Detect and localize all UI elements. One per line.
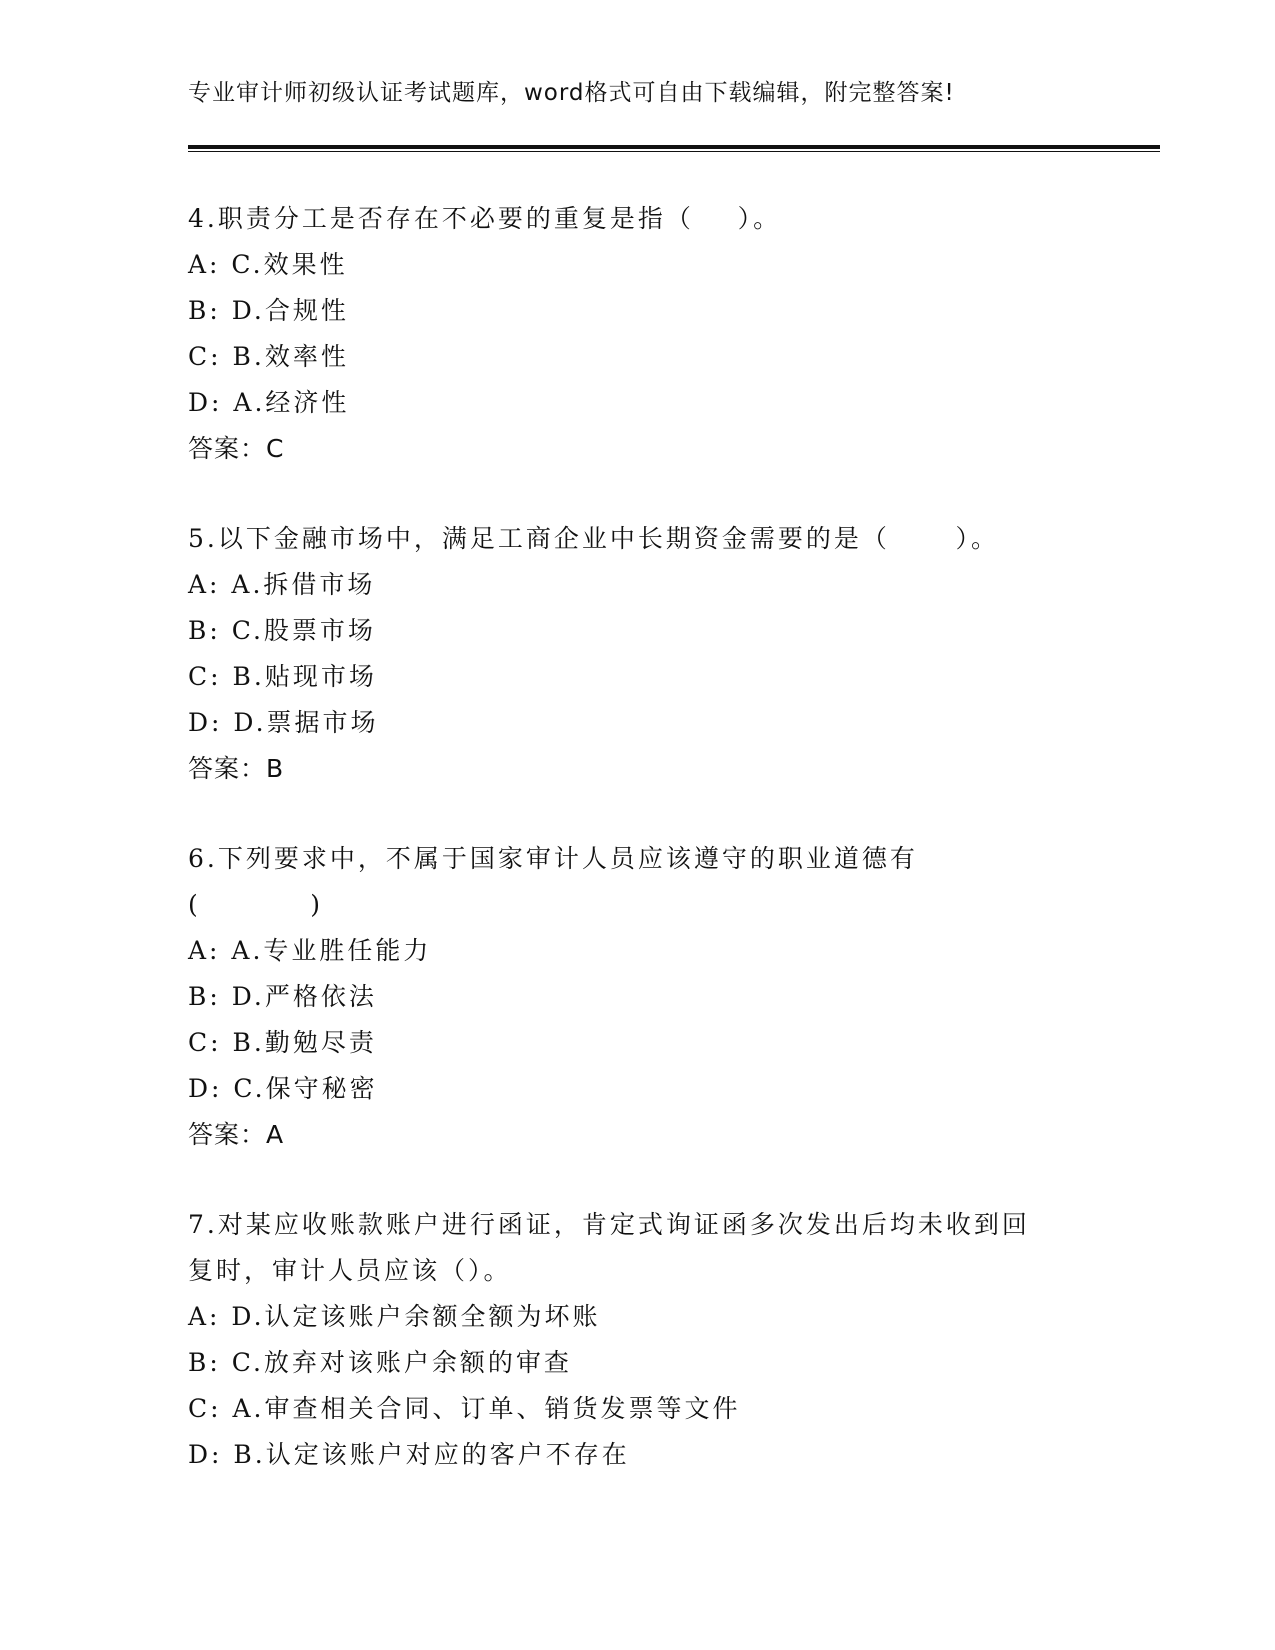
option-d: D: C.保守秘密 xyxy=(188,1074,378,1103)
option-c: C: B.勤勉尽责 xyxy=(188,1028,377,1057)
option-c: C: B.效率性 xyxy=(188,342,349,371)
option-b: B: C.股票市场 xyxy=(188,616,376,645)
question-7 xyxy=(188,1202,1088,1478)
question-stem: 4.职责分工是否存在不必要的重复是指（ ）。 xyxy=(188,204,782,233)
question-stem: 5.以下金融市场中，满足工商企业中长期资金需要的是（ ）。 xyxy=(188,524,1000,553)
option-b: B: D.严格依法 xyxy=(188,982,377,1011)
header-divider xyxy=(188,145,1160,149)
answer-line: 答案：A xyxy=(188,1120,285,1149)
option-a: A: A.专业胜任能力 xyxy=(188,936,432,965)
question-6 xyxy=(188,836,1088,1158)
question-4 xyxy=(188,196,1088,472)
option-a: A: C.效果性 xyxy=(188,250,348,279)
question-stem-continued: 复时，审计人员应该（）。 xyxy=(188,1256,512,1285)
header-title: 专业审计师初级认证考试题库，word格式可自由下载编辑，附完整答案! xyxy=(188,80,955,106)
question-stem-continued: ( ) xyxy=(188,890,323,919)
option-c: C: A.审查相关合同、订单、销货发票等文件 xyxy=(188,1394,741,1423)
question-stem: 6.下列要求中，不属于国家审计人员应该遵守的职业道德有 xyxy=(188,844,918,873)
option-d: D: B.认定该账户对应的客户不存在 xyxy=(188,1440,630,1469)
answer-line: 答案：C xyxy=(188,434,285,463)
question-stem: 7.对某应收账款账户进行函证，肯定式询证函多次发出后均未收到回 xyxy=(188,1210,1030,1239)
option-a: A: A.拆借市场 xyxy=(188,570,376,599)
option-a: A: D.认定该账户余额全额为坏账 xyxy=(188,1302,601,1331)
question-5 xyxy=(188,516,1088,792)
option-b: B: D.合规性 xyxy=(188,296,349,325)
option-d: D: D.票据市场 xyxy=(188,708,379,737)
header-divider-thin xyxy=(188,151,1160,152)
option-b: B: C.放弃对该账户余额的审查 xyxy=(188,1348,572,1377)
answer-line: 答案：B xyxy=(188,754,285,783)
option-c: C: B.贴现市场 xyxy=(188,662,377,691)
option-d: D: A.经济性 xyxy=(188,388,350,417)
